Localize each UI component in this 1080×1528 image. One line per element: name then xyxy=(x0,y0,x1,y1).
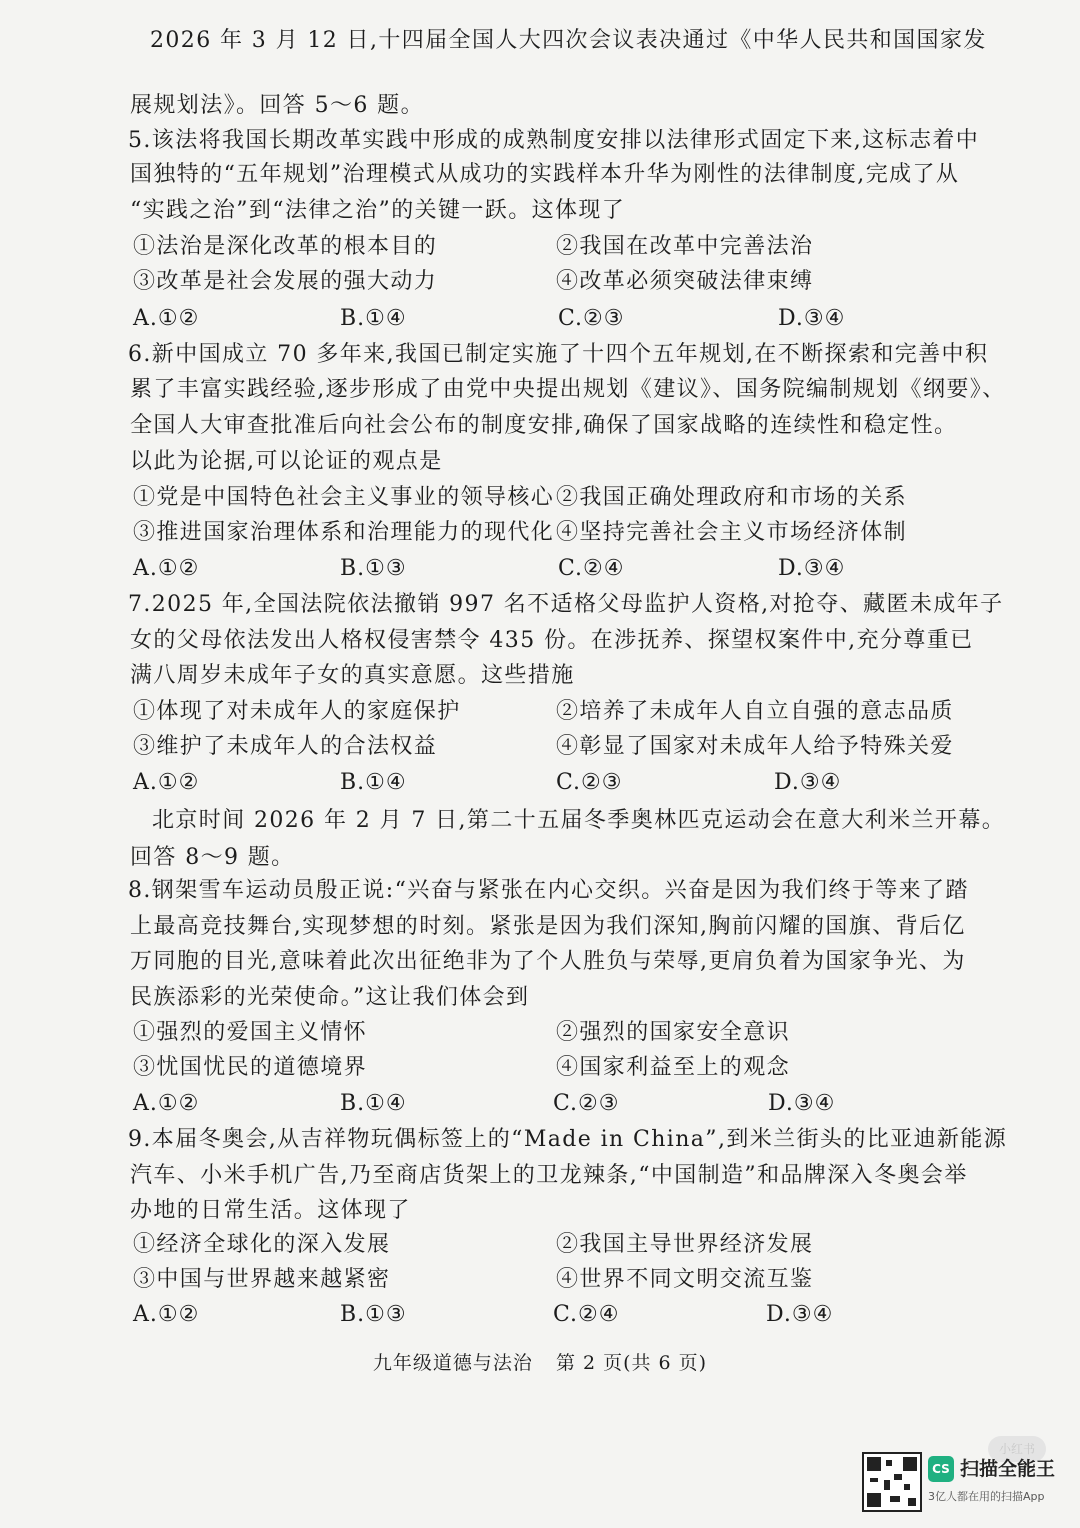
q7-option-2: ②培养了未成年人自立自强的意志品质 xyxy=(556,699,954,724)
q5-choice-b: B.①④ xyxy=(340,306,407,331)
question-8-line: 万同胞的目光,意味着此次出征绝非为了个人胜负与荣辱,更肩负着为国家争光、为 xyxy=(130,949,966,974)
q6-option-3: ③推进国家治理体系和治理能力的现代化 xyxy=(133,520,555,545)
q9-option-1: ①经济全球化的深入发展 xyxy=(133,1232,391,1257)
q5-choice-d: D.③④ xyxy=(778,306,846,331)
scanner-badge xyxy=(862,1452,1072,1516)
footer-page-number: 第 2 页(共 6 页) xyxy=(555,1352,708,1374)
q5-option-2: ②我国在改革中完善法治 xyxy=(556,234,814,259)
q5-choice-a: A.①② xyxy=(133,306,200,331)
question-9-line: 汽车、小米手机广告,乃至商店货架上的卫龙辣条,“中国制造”和品牌深入冬奥会举 xyxy=(130,1163,968,1188)
question-7-line: 满八周岁未成年子女的真实意愿。这些措施 xyxy=(130,663,575,688)
q5-option-1: ①法治是深化改革的根本目的 xyxy=(133,234,438,259)
q7-option-1: ①体现了对未成年人的家庭保护 xyxy=(133,699,461,724)
q9-option-4: ④世界不同文明交流互鉴 xyxy=(556,1267,814,1292)
scanner-app-name: 扫描全能王 xyxy=(960,1458,1056,1480)
q6-option-1: ①党是中国特色社会主义事业的领导核心 xyxy=(133,485,555,510)
q9-choice-c: C.②④ xyxy=(553,1302,620,1327)
question-5-line: 国独特的“五年规划”治理模式从成功的实践样本升华为刚性的法律制度,完成了从 xyxy=(130,162,960,187)
scanner-tagline: 3亿人都在用的扫描App xyxy=(928,1490,1045,1503)
q8-choice-d: D.③④ xyxy=(768,1091,836,1116)
question-6-line: 6.新中国成立 70 多年来,我国已制定实施了十四个五年规划,在不断探索和完善中积 xyxy=(128,342,989,367)
question-9-line: 办地的日常生活。这体现了 xyxy=(130,1198,411,1223)
question-6-line: 以此为论据,可以论证的观点是 xyxy=(130,449,443,474)
question-7-line: 7.2025 年,全国法院依法撤销 997 名不适格父母监护人资格,对抢夺、藏匿未成年子 xyxy=(128,592,1004,617)
intro-line: 回答 8～9 题。 xyxy=(130,845,295,870)
footer-subject: 九年级道德与法治 xyxy=(372,1352,533,1374)
question-6-line: 累了丰富实践经验,逐步形成了由党中央提出规划《建议》、国务院编制规划《纲要》、 xyxy=(130,377,1006,402)
question-5-line: “实践之治”到“法律之治”的关键一跃。这体现了 xyxy=(130,198,626,223)
question-9-line: 9.本届冬奥会,从吉祥物玩偶标签上的“Made in China”,到米兰街头的比亚迪新能源 xyxy=(128,1127,1008,1152)
question-8-line: 民族添彩的光荣使命。”这让我们体会到 xyxy=(130,985,530,1010)
intro-line: 北京时间 2026 年 2 月 7 日,第二十五届冬季奥林匹克运动会在意大利米兰开幕。 xyxy=(152,808,1006,833)
q6-choice-b: B.①③ xyxy=(340,556,407,581)
q6-choice-d: D.③④ xyxy=(778,556,846,581)
q8-option-2: ②强烈的国家安全意识 xyxy=(556,1020,791,1045)
scanner-logo-icon: CS xyxy=(928,1456,954,1482)
q5-choice-c: C.②③ xyxy=(558,306,625,331)
question-5-line: 5.该法将我国长期改革实践中形成的成熟制度安排以法律形式固定下来,这标志着中 xyxy=(128,128,980,153)
question-7-line: 女的父母依法发出人格权侵害禁令 435 份。在涉抚养、探望权案件中,充分尊重已 xyxy=(130,628,974,653)
q7-choice-c: C.②③ xyxy=(556,770,623,795)
question-8-line: 上最高竞技舞台,实现梦想的时刻。紧张是因为我们深知,胸前闪耀的国旗、背后亿 xyxy=(130,914,966,939)
q8-choice-a: A.①② xyxy=(133,1091,200,1116)
q8-option-1: ①强烈的爱国主义情怀 xyxy=(133,1020,368,1045)
q8-choice-c: C.②③ xyxy=(553,1091,620,1116)
q8-choice-b: B.①④ xyxy=(340,1091,407,1116)
q7-choice-d: D.③④ xyxy=(774,770,842,795)
q9-option-3: ③中国与世界越来越紧密 xyxy=(133,1267,391,1292)
q9-choice-a: A.①② xyxy=(133,1302,200,1327)
q9-choice-b: B.①③ xyxy=(340,1302,407,1327)
q8-option-4: ④国家利益至上的观念 xyxy=(556,1055,791,1080)
q5-option-4: ④改革必须突破法律束缚 xyxy=(556,269,814,294)
watermark-badge: 小红书 xyxy=(988,1436,1046,1462)
question-8-line: 8.钢架雪车运动员殷正说:“兴奋与紧张在内心交织。兴奋是因为我们终于等来了踏 xyxy=(128,878,969,903)
page-footer xyxy=(0,1348,1080,1375)
intro-line: 展规划法》。回答 5～6 题。 xyxy=(130,93,424,118)
question-6-line: 全国人大审查批准后向社会公布的制度安排,确保了国家战略的连续性和稳定性。 xyxy=(130,413,958,438)
q8-option-3: ③忧国忧民的道德境界 xyxy=(133,1055,368,1080)
intro-line: 2026 年 3 月 12 日,十四届全国人大四次会议表决通过《中华人民共和国国家发 xyxy=(150,28,987,53)
qr-code-icon xyxy=(862,1452,922,1512)
q6-choice-c: C.②④ xyxy=(558,556,625,581)
q6-option-2: ②我国正确处理政府和市场的关系 xyxy=(556,485,908,510)
q7-option-3: ③维护了未成年人的合法权益 xyxy=(133,734,438,759)
q9-choice-d: D.③④ xyxy=(766,1302,834,1327)
q6-choice-a: A.①② xyxy=(133,556,200,581)
q7-choice-a: A.①② xyxy=(133,770,200,795)
q7-option-4: ④彰显了国家对未成年人给予特殊关爱 xyxy=(556,734,954,759)
q7-choice-b: B.①④ xyxy=(340,770,407,795)
q6-option-4: ④坚持完善社会主义市场经济体制 xyxy=(556,520,908,545)
q9-option-2: ②我国主导世界经济发展 xyxy=(556,1232,814,1257)
q5-option-3: ③改革是社会发展的强大动力 xyxy=(133,269,438,294)
